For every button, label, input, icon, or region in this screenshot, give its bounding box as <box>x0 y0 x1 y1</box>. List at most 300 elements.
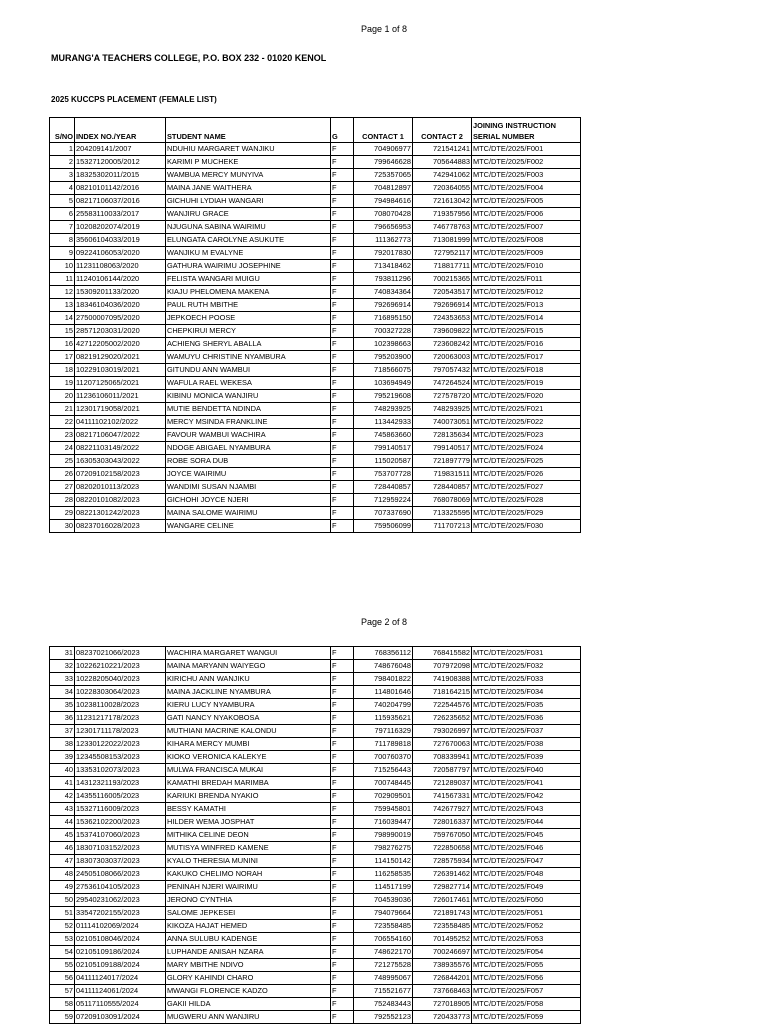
serial-cell: MTC/DTE/2025/F017 <box>472 351 581 364</box>
contact2-cell: 738935576 <box>413 959 472 972</box>
index-cell: 08210101142/2016 <box>75 182 166 195</box>
serial-cell: MTC/DTE/2025/F004 <box>472 182 581 195</box>
table-row <box>50 933 581 946</box>
name-cell: NDOGE ABIGAEL NYAMBURA <box>166 442 331 455</box>
contact2-cell: 700246697 <box>413 946 472 959</box>
name-cell: ACHIENG SHERYL ABALLA <box>166 338 331 351</box>
index-cell: 27500007095/2020 <box>75 312 166 325</box>
contact2-cell: 713081999 <box>413 234 472 247</box>
serial-cell: MTC/DTE/2025/F044 <box>472 816 581 829</box>
contact1-cell: 114517199 <box>354 881 413 894</box>
contact1-cell: 799646628 <box>354 156 413 169</box>
table-row <box>50 247 581 260</box>
sno-cell: 43 <box>50 803 75 816</box>
table-row <box>50 777 581 790</box>
contact2-cell: 719357956 <box>413 208 472 221</box>
serial-cell: MTC/DTE/2025/F031 <box>472 647 581 660</box>
gender-cell: F <box>331 455 354 468</box>
contact2-cell: 722544576 <box>413 699 472 712</box>
serial-cell: MTC/DTE/2025/F043 <box>472 803 581 816</box>
gender-cell: F <box>331 842 354 855</box>
gender-cell: F <box>331 790 354 803</box>
table-row <box>50 816 581 829</box>
table-row <box>50 946 581 959</box>
contact2-cell: 739609822 <box>413 325 472 338</box>
contact1-cell: 115935621 <box>354 712 413 725</box>
index-cell: 27536104105/2023 <box>75 881 166 894</box>
index-cell: 35606104033/2019 <box>75 234 166 247</box>
name-cell: KIBINU MONICA WANJIRU <box>166 390 331 403</box>
index-cell: 12330122022/2023 <box>75 738 166 751</box>
sno-cell: 9 <box>50 247 75 260</box>
serial-cell: MTC/DTE/2025/F019 <box>472 377 581 390</box>
table-row <box>50 143 581 156</box>
contact1-cell: 768356112 <box>354 647 413 660</box>
contact2-cell: 727670063 <box>413 738 472 751</box>
serial-cell: MTC/DTE/2025/F018 <box>472 364 581 377</box>
gender-cell: F <box>331 468 354 481</box>
sno-cell: 7 <box>50 221 75 234</box>
name-cell: WANDIMI SUSAN NJAMBI <box>166 481 331 494</box>
sno-cell: 34 <box>50 686 75 699</box>
sno-cell: 59 <box>50 1011 75 1024</box>
contact1-cell: 794984616 <box>354 195 413 208</box>
index-cell: 08217106037/2016 <box>75 195 166 208</box>
index-cell: 07209102158/2023 <box>75 468 166 481</box>
gender-cell: F <box>331 855 354 868</box>
contact1-cell: 792017830 <box>354 247 413 260</box>
serial-cell: MTC/DTE/2025/F050 <box>472 894 581 907</box>
table-row <box>50 842 581 855</box>
name-cell: FAVOUR WAMBUI WACHIRA <box>166 429 331 442</box>
name-cell: WACHIRA MARGARET WANGUI <box>166 647 331 660</box>
contact1-cell: 700748445 <box>354 777 413 790</box>
index-cell: 33547202155/2023 <box>75 907 166 920</box>
col-name-header: STUDENT NAME <box>166 118 331 143</box>
sno-cell: 23 <box>50 429 75 442</box>
contact2-cell: 718817711 <box>413 260 472 273</box>
sno-cell: 30 <box>50 520 75 533</box>
name-cell: KIERU LUCY NYAMBURA <box>166 699 331 712</box>
sno-cell: 32 <box>50 660 75 673</box>
index-cell: 15327120005/2012 <box>75 156 166 169</box>
name-cell: MUTHIANI MACRINE KALONDU <box>166 725 331 738</box>
table-row <box>50 442 581 455</box>
contact1-cell: 704906977 <box>354 143 413 156</box>
contact1-cell: 753707728 <box>354 468 413 481</box>
index-cell: 07209103091/2024 <box>75 1011 166 1024</box>
name-cell: MAINA JANE WAITHERA <box>166 182 331 195</box>
contact1-cell: 713418462 <box>354 260 413 273</box>
contact2-cell: 728016337 <box>413 816 472 829</box>
index-cell: 08219129020/2021 <box>75 351 166 364</box>
gender-cell: F <box>331 208 354 221</box>
table-row <box>50 751 581 764</box>
col-gender-header: G <box>331 118 354 143</box>
name-cell: PENINAH NJERI WAIRIMU <box>166 881 331 894</box>
contact1-cell: 114801646 <box>354 686 413 699</box>
contact2-cell: 747264524 <box>413 377 472 390</box>
contact1-cell: 702909501 <box>354 790 413 803</box>
serial-cell: MTC/DTE/2025/F003 <box>472 169 581 182</box>
gender-cell: F <box>331 933 354 946</box>
name-cell: WANJIRU GRACE <box>166 208 331 221</box>
name-cell: KIRICHU ANN WANJIKU <box>166 673 331 686</box>
table-row <box>50 455 581 468</box>
name-cell: KYALO THERESIA MUNINI <box>166 855 331 868</box>
name-cell: MERCY MSINDA FRANKLINE <box>166 416 331 429</box>
gender-cell: F <box>331 182 354 195</box>
gender-cell: F <box>331 156 354 169</box>
contact2-cell: 721541241 <box>413 143 472 156</box>
table-row <box>50 998 581 1011</box>
table-row <box>50 208 581 221</box>
contact2-cell: 718164215 <box>413 686 472 699</box>
sno-cell: 22 <box>50 416 75 429</box>
serial-cell: MTC/DTE/2025/F040 <box>472 764 581 777</box>
index-cell: 204209141/2007 <box>75 143 166 156</box>
serial-cell: MTC/DTE/2025/F013 <box>472 299 581 312</box>
index-cell: 18325302011/2015 <box>75 169 166 182</box>
contact2-cell: 722850658 <box>413 842 472 855</box>
sno-cell: 16 <box>50 338 75 351</box>
contact1-cell: 700760370 <box>354 751 413 764</box>
name-cell: JEPKOECH POOSE <box>166 312 331 325</box>
table-row <box>50 894 581 907</box>
contact1-cell: 799140517 <box>354 442 413 455</box>
serial-cell: MTC/DTE/2025/F008 <box>472 234 581 247</box>
contact2-cell: 737668463 <box>413 985 472 998</box>
gender-cell: F <box>331 390 354 403</box>
gender-cell: F <box>331 881 354 894</box>
sno-cell: 49 <box>50 881 75 894</box>
index-cell: 10228303064/2023 <box>75 686 166 699</box>
sno-cell: 44 <box>50 816 75 829</box>
contact2-cell: 728440857 <box>413 481 472 494</box>
sno-cell: 29 <box>50 507 75 520</box>
name-cell: KAMATHI BREDAH MARIMBA <box>166 777 331 790</box>
index-cell: 04111102102/2022 <box>75 416 166 429</box>
gender-cell: F <box>331 507 354 520</box>
serial-cell: MTC/DTE/2025/F042 <box>472 790 581 803</box>
index-cell: 11240106144/2020 <box>75 273 166 286</box>
table-row <box>50 377 581 390</box>
index-cell: 10228205040/2023 <box>75 673 166 686</box>
table-row <box>50 959 581 972</box>
table-body-page-1 <box>50 143 581 533</box>
serial-cell: MTC/DTE/2025/F046 <box>472 842 581 855</box>
index-cell: 42712205002/2020 <box>75 338 166 351</box>
contact2-cell: 723608242 <box>413 338 472 351</box>
contact1-cell: 711789818 <box>354 738 413 751</box>
contact2-cell: 799140517 <box>413 442 472 455</box>
contact1-cell: 796656953 <box>354 221 413 234</box>
contact2-cell: 741567331 <box>413 790 472 803</box>
gender-cell: F <box>331 816 354 829</box>
sno-cell: 12 <box>50 286 75 299</box>
name-cell: MUGWERU ANN WANJIRU <box>166 1011 331 1024</box>
name-cell: KARIMI P MUCHEKE <box>166 156 331 169</box>
serial-cell: MTC/DTE/2025/F029 <box>472 507 581 520</box>
contact1-cell: 715521677 <box>354 985 413 998</box>
table-row <box>50 790 581 803</box>
contact1-cell: 792696914 <box>354 299 413 312</box>
gender-cell: F <box>331 416 354 429</box>
table-row <box>50 221 581 234</box>
table-row <box>50 1011 581 1024</box>
name-cell: KARIUKI BRENDA NYAKIO <box>166 790 331 803</box>
serial-cell: MTC/DTE/2025/F027 <box>472 481 581 494</box>
contact2-cell: 748293925 <box>413 403 472 416</box>
contact2-cell: 721891743 <box>413 907 472 920</box>
sno-cell: 21 <box>50 403 75 416</box>
gender-cell: F <box>331 972 354 985</box>
sno-cell: 1 <box>50 143 75 156</box>
name-cell: JOYCE WAIRIMU <box>166 468 331 481</box>
sno-cell: 27 <box>50 481 75 494</box>
serial-cell: MTC/DTE/2025/F006 <box>472 208 581 221</box>
sno-cell: 20 <box>50 390 75 403</box>
gender-cell: F <box>331 907 354 920</box>
sno-cell: 13 <box>50 299 75 312</box>
index-cell: 08220101082/2023 <box>75 494 166 507</box>
gender-cell: F <box>331 234 354 247</box>
gender-cell: F <box>331 377 354 390</box>
sno-cell: 18 <box>50 364 75 377</box>
index-cell: 13353102073/2023 <box>75 764 166 777</box>
gender-cell: F <box>331 195 354 208</box>
name-cell: MITHIKA CELINE DEON <box>166 829 331 842</box>
serial-cell: MTC/DTE/2025/F048 <box>472 868 581 881</box>
serial-cell: MTC/DTE/2025/F049 <box>472 881 581 894</box>
serial-cell: MTC/DTE/2025/F047 <box>472 855 581 868</box>
contact1-cell: 748293925 <box>354 403 413 416</box>
contact2-cell: 705644883 <box>413 156 472 169</box>
contact2-cell: 729827714 <box>413 881 472 894</box>
sno-cell: 28 <box>50 494 75 507</box>
index-cell: 02105109188/2024 <box>75 959 166 972</box>
table-row <box>50 481 581 494</box>
contact2-cell: 726844201 <box>413 972 472 985</box>
table-row <box>50 273 581 286</box>
sno-cell: 39 <box>50 751 75 764</box>
contact1-cell: 792552123 <box>354 1011 413 1024</box>
name-cell: SALOME JEPKESEI <box>166 907 331 920</box>
gender-cell: F <box>331 920 354 933</box>
sno-cell: 33 <box>50 673 75 686</box>
table-row <box>50 673 581 686</box>
sno-cell: 38 <box>50 738 75 751</box>
name-cell: WANGARE CELINE <box>166 520 331 533</box>
col-sno-header: S/NO <box>50 118 75 143</box>
sno-cell: 2 <box>50 156 75 169</box>
name-cell: MAINA MARYANN WAIYEGO <box>166 660 331 673</box>
contact1-cell: 748676048 <box>354 660 413 673</box>
gender-cell: F <box>331 673 354 686</box>
contact1-cell: 797116329 <box>354 725 413 738</box>
index-cell: 14355116005/2023 <box>75 790 166 803</box>
sno-cell: 36 <box>50 712 75 725</box>
name-cell: GATI NANCY NYAKOBOSA <box>166 712 331 725</box>
contact2-cell: 720433773 <box>413 1011 472 1024</box>
index-cell: 11231108063/2020 <box>75 260 166 273</box>
contact2-cell: 726391462 <box>413 868 472 881</box>
table-row <box>50 156 581 169</box>
contact2-cell: 723558485 <box>413 920 472 933</box>
contact2-cell: 721613042 <box>413 195 472 208</box>
table-row <box>50 364 581 377</box>
serial-cell: MTC/DTE/2025/F010 <box>472 260 581 273</box>
serial-cell: MTC/DTE/2025/F051 <box>472 907 581 920</box>
index-cell: 10208202074/2019 <box>75 221 166 234</box>
contact2-cell: 707972098 <box>413 660 472 673</box>
index-cell: 15327116009/2023 <box>75 803 166 816</box>
table-header-row <box>50 118 581 143</box>
contact1-cell: 723558485 <box>354 920 413 933</box>
table-row <box>50 647 581 660</box>
sno-cell: 6 <box>50 208 75 221</box>
gender-cell: F <box>331 221 354 234</box>
serial-cell: MTC/DTE/2025/F036 <box>472 712 581 725</box>
sno-cell: 26 <box>50 468 75 481</box>
name-cell: MAINA SALOME WAIRIMU <box>166 507 331 520</box>
contact1-cell: 798276275 <box>354 842 413 855</box>
name-cell: GITUNDU ANN WAMBUI <box>166 364 331 377</box>
name-cell: MWANGI FLORENCE KADZO <box>166 985 331 998</box>
col-serial-header: JOINING INSTRUCTION SERIAL NUMBER <box>472 118 581 143</box>
sno-cell: 3 <box>50 169 75 182</box>
contact1-cell: 798990019 <box>354 829 413 842</box>
index-cell: 12301719058/2021 <box>75 403 166 416</box>
contact1-cell: 704812897 <box>354 182 413 195</box>
sno-cell: 11 <box>50 273 75 286</box>
table-row <box>50 260 581 273</box>
index-cell: 08237016028/2023 <box>75 520 166 533</box>
table-row <box>50 169 581 182</box>
index-cell: 18346104036/2020 <box>75 299 166 312</box>
index-cell: 10229103019/2021 <box>75 364 166 377</box>
gender-cell: F <box>331 803 354 816</box>
gender-cell: F <box>331 660 354 673</box>
contact2-cell: 721897779 <box>413 455 472 468</box>
name-cell: GICHOHI JOYCE NJERI <box>166 494 331 507</box>
name-cell: GAKII HILDA <box>166 998 331 1011</box>
serial-cell: MTC/DTE/2025/F028 <box>472 494 581 507</box>
table-body-page-2 <box>50 647 581 1024</box>
gender-cell: F <box>331 946 354 959</box>
table-row <box>50 286 581 299</box>
index-cell: 11231217178/2023 <box>75 712 166 725</box>
sno-cell: 10 <box>50 260 75 273</box>
table-row <box>50 725 581 738</box>
index-cell: 16305303043/2022 <box>75 455 166 468</box>
sno-cell: 19 <box>50 377 75 390</box>
contact1-cell: 740834364 <box>354 286 413 299</box>
sno-cell: 4 <box>50 182 75 195</box>
table-row <box>50 325 581 338</box>
index-cell: 18307103152/2023 <box>75 842 166 855</box>
gender-cell: F <box>331 738 354 751</box>
serial-cell: MTC/DTE/2025/F058 <box>472 998 581 1011</box>
contact2-cell: 720063003 <box>413 351 472 364</box>
sno-cell: 52 <box>50 920 75 933</box>
contact1-cell: 740204799 <box>354 699 413 712</box>
contact2-cell: 726017461 <box>413 894 472 907</box>
serial-cell: MTC/DTE/2025/F014 <box>472 312 581 325</box>
index-cell: 10238110028/2023 <box>75 699 166 712</box>
serial-cell: MTC/DTE/2025/F039 <box>472 751 581 764</box>
name-cell: MUTISYA WINFRED KAMENE <box>166 842 331 855</box>
table-row <box>50 507 581 520</box>
contact2-cell: 728575934 <box>413 855 472 868</box>
col-index-header: INDEX NO./YEAR <box>75 118 166 143</box>
name-cell: KAKUKO CHELIMO NORAH <box>166 868 331 881</box>
index-cell: 10226210221/2023 <box>75 660 166 673</box>
gender-cell: F <box>331 686 354 699</box>
gender-cell: F <box>331 338 354 351</box>
index-cell: 15309201133/2020 <box>75 286 166 299</box>
contact1-cell: 721275528 <box>354 959 413 972</box>
contact2-cell: 701495252 <box>413 933 472 946</box>
name-cell: ELUNGATA CAROLYNE ASUKUTE <box>166 234 331 247</box>
gender-cell: F <box>331 442 354 455</box>
name-cell: KIOKO VERONICA KALEKYE <box>166 751 331 764</box>
contact1-cell: 759945801 <box>354 803 413 816</box>
name-cell: MUTIE BENDETTA NDINDA <box>166 403 331 416</box>
contact2-cell: 720543517 <box>413 286 472 299</box>
table-row <box>50 868 581 881</box>
contact2-cell: 792696914 <box>413 299 472 312</box>
gender-cell: F <box>331 751 354 764</box>
sno-cell: 25 <box>50 455 75 468</box>
contact1-cell: 716895150 <box>354 312 413 325</box>
contact2-cell: 742941062 <box>413 169 472 182</box>
serial-cell: MTC/DTE/2025/F041 <box>472 777 581 790</box>
name-cell: MULWA FRANCISCA MUKAI <box>166 764 331 777</box>
gender-cell: F <box>331 868 354 881</box>
list-title: 2025 KUCCPS PLACEMENT (FEMALE LIST) <box>51 95 217 104</box>
gender-cell: F <box>331 351 354 364</box>
contact2-cell: 721289037 <box>413 777 472 790</box>
sno-cell: 15 <box>50 325 75 338</box>
contact1-cell: 795203900 <box>354 351 413 364</box>
sno-cell: 48 <box>50 868 75 881</box>
table-row <box>50 972 581 985</box>
name-cell: GLORY KAHINDI CHARO <box>166 972 331 985</box>
contact2-cell: 720587797 <box>413 764 472 777</box>
index-cell: 05117110555/2024 <box>75 998 166 1011</box>
contact1-cell: 718566075 <box>354 364 413 377</box>
table-row <box>50 468 581 481</box>
contact1-cell: 700327228 <box>354 325 413 338</box>
placement-table-page-1 <box>49 117 581 533</box>
name-cell: LUPHANDE ANISAH NZARA <box>166 946 331 959</box>
table-row <box>50 855 581 868</box>
gender-cell: F <box>331 764 354 777</box>
serial-cell: MTC/DTE/2025/F055 <box>472 959 581 972</box>
serial-cell: MTC/DTE/2025/F025 <box>472 455 581 468</box>
contact1-cell: 116258535 <box>354 868 413 881</box>
table-row <box>50 403 581 416</box>
contact2-cell: 793026997 <box>413 725 472 738</box>
sno-cell: 24 <box>50 442 75 455</box>
serial-cell: MTC/DTE/2025/F007 <box>472 221 581 234</box>
contact1-cell: 706554160 <box>354 933 413 946</box>
index-cell: 15362102200/2023 <box>75 816 166 829</box>
table-row <box>50 429 581 442</box>
gender-cell: F <box>331 169 354 182</box>
table-row <box>50 390 581 403</box>
